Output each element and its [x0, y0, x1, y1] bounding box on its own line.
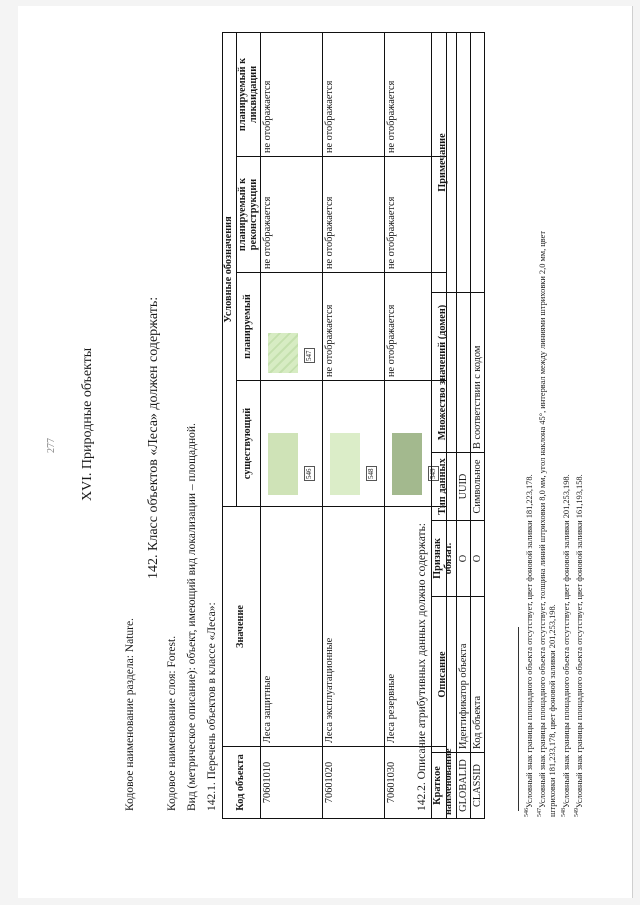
objects-caption: 142.1. Перечень объектов в классе «Леса»:	[206, 602, 218, 811]
object-value: Леса эксплуатационные	[323, 507, 385, 747]
footnote	[548, 231, 558, 817]
attr-mandatory: О	[470, 521, 484, 597]
attr-domain: В соответствии с кодом	[470, 293, 484, 453]
object-code: 70601020	[323, 747, 385, 819]
hatched-swatch	[268, 333, 298, 373]
footnotes	[522, 231, 585, 817]
layer-code-name: Кодовое наименование слоя: Forest.	[166, 635, 178, 811]
reconstruction-text: не отображается	[385, 157, 447, 273]
footnote-text: Условный знак границы площадного объекта отсутствует, цвет фоновой заливки 201,253,198.	[561, 474, 571, 808]
existing-symbol-cell	[323, 381, 385, 507]
attr-domain	[456, 293, 470, 453]
object-row	[323, 32, 385, 818]
liquidation-text: не отображается	[385, 32, 447, 156]
header-symbols: Условные обозначения	[223, 32, 237, 506]
existing-symbol-cell	[261, 381, 323, 507]
footnote-text: штриховки 181,233,178, цвет фоновой заливки 201,253,198.	[548, 604, 558, 817]
header-existing: существующий	[236, 381, 261, 507]
page-number: 277	[46, 438, 57, 453]
footnote-number: 546	[524, 808, 530, 817]
footnote	[522, 231, 535, 817]
object-code: 70601010	[261, 747, 323, 819]
planned-symbol-cell	[261, 273, 323, 381]
attributes-table	[431, 32, 485, 819]
attr-note	[456, 33, 470, 293]
attr-data-type: UUID	[456, 453, 470, 521]
liquidation-text: не отображается	[261, 32, 323, 156]
reconstruction-text: не отображается	[323, 157, 385, 273]
section-title: XVI. Природные объекты	[80, 347, 95, 501]
object-row	[261, 32, 323, 818]
footnote	[535, 231, 548, 817]
footnote-ref: 547	[305, 350, 314, 361]
fill-swatch	[268, 433, 298, 495]
attr-note	[470, 33, 484, 293]
footnote-ref: 546	[305, 468, 314, 479]
header-description: Описание	[432, 597, 457, 753]
footnote-text: Условный знак границы площадного объекта отсутствует, цвет фоновой заливки 181,223,178.	[524, 474, 534, 808]
planned-text: не отображается	[323, 273, 385, 381]
objects-table	[222, 32, 447, 819]
liquidation-text: не отображается	[323, 32, 385, 156]
attr-data-type: Символьное	[470, 453, 484, 521]
header-reconstruction: планируемый к реконструкции	[236, 157, 261, 273]
footnote-text: Условный знак границы площадного объекта отсутствует, цвет фоновой заливки 161,193,158.	[574, 474, 584, 808]
header-mandatory: Признак обязат.	[432, 521, 457, 597]
footnote-ref: 549	[429, 468, 438, 479]
class-title: 142. Класс объектов «Леса» должен содержать:	[146, 296, 161, 579]
planned-text: не отображается	[385, 273, 447, 381]
attributes-caption: 142.2. Описание атрибутивных данных должно содержать:	[416, 522, 428, 811]
attribute-row	[470, 33, 484, 819]
attr-description: Код объекта	[470, 597, 484, 753]
footnote-text: Условный знак границы площадного объекта отсутствует, толщина линий штриховки 8,0 мм, угол наклона 45°, интервал между линиями штриховки 2,0 мм, цвет	[538, 230, 547, 808]
attr-short-name: GLOBALID	[456, 753, 470, 819]
header-short-name: Краткое наименование	[432, 753, 457, 819]
footnote	[572, 231, 585, 817]
header-planned: планируемый	[236, 273, 261, 381]
header-value: Значение	[223, 507, 261, 747]
reconstruction-text: не отображается	[261, 157, 323, 273]
header-note: Примечание	[432, 33, 457, 293]
footnote-number: 547	[537, 808, 544, 817]
footnote	[559, 231, 572, 817]
object-value: Леса резервные	[385, 507, 447, 747]
geometry-view: Вид (метрическое описание): объект, имеющий вид локализации – площадной.	[186, 423, 198, 811]
object-code: 70601030	[385, 747, 447, 819]
footnote-number: 548	[560, 808, 567, 817]
footnote-number: 549	[574, 808, 581, 817]
header-code: Код объекта	[223, 747, 261, 819]
attr-short-name: CLASSID	[470, 753, 484, 819]
footnote-ref: 548	[367, 468, 376, 479]
section-code-name: Кодовое наименование раздела: Nature.	[124, 618, 136, 811]
header-data-type: Тип данных	[432, 453, 457, 521]
object-value: Леса защитные	[261, 507, 323, 747]
attr-mandatory: О	[456, 521, 470, 597]
fill-swatch	[330, 433, 360, 495]
attr-description: Идентификатор объекта	[456, 597, 470, 753]
fill-swatch	[392, 433, 422, 495]
footnote-separator	[518, 627, 519, 811]
attribute-row	[456, 33, 470, 819]
header-domain: Множество значений (домен)	[432, 293, 457, 453]
header-liquidation: планируемый к ликвидации	[236, 32, 261, 156]
